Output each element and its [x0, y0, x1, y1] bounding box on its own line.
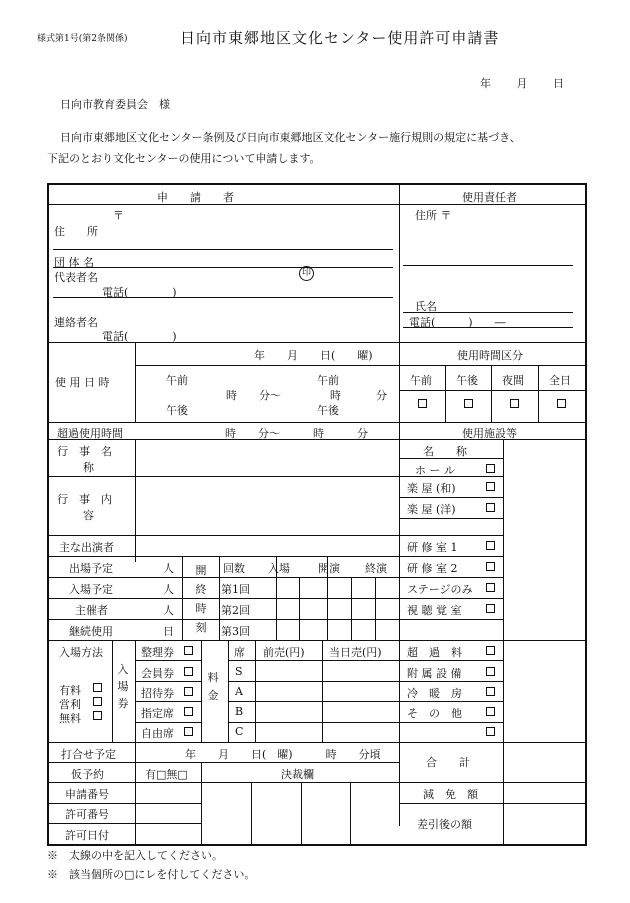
checkbox-training-2[interactable] [486, 562, 495, 571]
col-entry: 入場 [268, 562, 290, 575]
facility-green-room-jp: 楽 屋 (和) [407, 482, 456, 495]
checkbox-hvac[interactable] [486, 687, 495, 696]
time-class-night: 夜間 [502, 374, 524, 387]
performer-label: 主な出演者 [59, 541, 114, 554]
seat-heading: 席 [234, 646, 245, 659]
addressee: 日向市教育委員会 様 [60, 98, 170, 111]
ticket-label: 入場券 [117, 663, 129, 710]
usage-min-to: 分 [376, 389, 387, 402]
usage-time-from: 時 分〜 [226, 389, 281, 402]
phone-label-2: 電話( ) [102, 330, 177, 343]
usage-pm-2: 午後 [317, 404, 339, 417]
unit-person-1: 人 [163, 562, 174, 575]
type-paid: 有料 [59, 684, 81, 697]
checkbox-free[interactable] [93, 711, 102, 720]
ticket-invitation: 招待券 [141, 687, 174, 700]
charge-equipment: 附 属 設 備 [407, 667, 462, 680]
checkbox-equipment[interactable] [486, 667, 495, 676]
event-name-label-1: 行 事 名 [57, 445, 112, 458]
facility-green-room-west: 楽 屋 (洋) [407, 503, 456, 516]
facility-stage-only: ステージのみ [407, 583, 473, 596]
facility-training-2: 研 修 室 2 [407, 562, 458, 575]
permit-no-label: 許可番号 [65, 808, 109, 821]
ticket-free-seat: 自由席 [141, 727, 174, 740]
time-class-heading: 使用時間区分 [457, 349, 523, 362]
unit-person-3: 人 [163, 604, 174, 617]
session-1: 第1回 [221, 583, 250, 596]
checkbox-other[interactable] [486, 707, 495, 716]
continuous-use: 継続使用 [69, 625, 113, 638]
charge-overtime: 超 過 料 [407, 646, 462, 659]
ticket-reserved: 指定席 [141, 707, 174, 720]
checkbox-overtime-charge[interactable] [486, 646, 495, 655]
total-label: 合 計 [426, 756, 470, 769]
seat-a: A [235, 685, 243, 698]
checkbox-av-room[interactable] [486, 604, 495, 613]
event-content-label-1: 行 事 内 [57, 493, 112, 506]
col-count: 回数 [223, 562, 245, 575]
time-class-allday: 全日 [549, 374, 571, 387]
form-number: 様式第1号(第2条関係) [37, 34, 128, 44]
time-class-pm: 午後 [456, 374, 478, 387]
meeting-label: 打合せ予定 [61, 748, 116, 761]
checkbox-training-1[interactable] [486, 541, 495, 550]
type-free: 無料 [59, 712, 81, 725]
responsible-address-label: 住所 〒 [415, 209, 452, 222]
body-text-line1: 日向市東郷地区文化センター条例及び日向市東郷地区文化センター施行規則の規定に基づき、 [60, 131, 521, 144]
application-form [47, 183, 587, 846]
facility-hall: ホ ー ル [415, 464, 455, 477]
fee-label: 料金 [207, 671, 219, 702]
seat-s: S [235, 665, 243, 678]
checkbox-profit[interactable] [93, 697, 102, 706]
checkbox-am[interactable] [418, 399, 427, 408]
checkbox-hall[interactable] [486, 464, 495, 473]
date-field: 年 月 日 [480, 77, 568, 90]
provisional-value: 有□無□ [145, 768, 188, 781]
event-name-label-2: 称 [83, 461, 94, 474]
permit-date-label: 許可日付 [65, 829, 109, 842]
charge-hvac: 冷 暖 房 [407, 687, 462, 700]
visitors-expected: 入場予定 [69, 583, 113, 596]
checkbox-allday[interactable] [557, 399, 566, 408]
session-2: 第2回 [221, 604, 250, 617]
provisional-label: 仮予約 [71, 768, 104, 781]
postal-mark: 〒 [113, 209, 124, 222]
unit-person-2: 人 [163, 583, 174, 596]
session-3: 第3回 [221, 625, 250, 638]
unit-day: 日 [163, 625, 174, 638]
ticket-numbered: 整理券 [141, 646, 174, 659]
checkbox-green-room-jp[interactable] [486, 482, 495, 491]
checkbox-night[interactable] [510, 399, 519, 408]
checkbox-free-seat[interactable] [184, 727, 193, 736]
usage-am-2: 午前 [317, 374, 339, 387]
checkbox-reserved[interactable] [184, 707, 193, 716]
col-end: 終演 [365, 562, 387, 575]
phone-label: 電話( ) [102, 286, 177, 299]
page-title: 日向市東郷地区文化センター使用許可申請書 [180, 29, 500, 47]
time-class-am: 午前 [410, 374, 432, 387]
meeting-value: 年 月 日( 曜) 時 分頃 [185, 748, 381, 761]
usage-datetime-label: 使 用 日 時 [55, 376, 110, 389]
facility-training-1: 研 修 室 1 [407, 541, 458, 554]
checkbox-numbered[interactable] [184, 646, 193, 655]
dayof-price-heading: 当日売(円) [329, 646, 382, 659]
usage-date: 年 月 日( 曜) [254, 349, 373, 362]
checkbox-stage-only[interactable] [486, 583, 495, 592]
group-name-label: 団 体 名 [54, 256, 94, 269]
checkbox-paid[interactable] [93, 683, 102, 692]
responsible-phone-label: 電話( ) ― [409, 316, 506, 329]
usage-pm-1: 午後 [166, 404, 188, 417]
approval-label: 決裁欄 [281, 768, 314, 781]
body-text-line2: 下記のとおり文化センターの使用について申請します。 [47, 152, 321, 165]
representative-label: 代表者名 [54, 271, 98, 284]
checkbox-pm[interactable] [464, 399, 473, 408]
usage-time-to: 時 [330, 389, 341, 402]
checkbox-invitation[interactable] [184, 687, 193, 696]
applicant-heading: 申 請 者 [157, 191, 234, 204]
reduction-label: 減 免 額 [423, 788, 478, 801]
after-reduction-label: 差引後の額 [417, 818, 472, 831]
address-label: 住 所 [54, 225, 98, 238]
application-no-label: 申請番号 [65, 788, 109, 801]
event-content-label-2: 容 [83, 509, 94, 522]
ticket-member: 会員券 [141, 667, 174, 680]
seat-b: B [235, 705, 244, 718]
seat-c: C [235, 725, 244, 738]
responsible-name-label: 氏名 [415, 300, 437, 313]
checkbox-green-room-west[interactable] [486, 503, 495, 512]
note-1: ※ 太線の中を記入してください。 [47, 849, 223, 862]
overtime-label: 超過使用時間 [57, 427, 123, 440]
facility-heading: 使用施設等 [462, 427, 517, 440]
type-profit: 営利 [59, 698, 81, 711]
admission-method: 入場方法 [59, 646, 103, 659]
responsible-heading: 使用責任者 [462, 191, 517, 204]
checkbox-extra[interactable] [486, 727, 495, 736]
note-2: ※ 該当個所の□にレを付してください。 [47, 868, 256, 881]
performers-expected: 出場予定 [69, 562, 113, 575]
usage-am-1: 午前 [166, 374, 188, 387]
organizer-count: 主催者 [75, 604, 108, 617]
facility-av-room: 視 聴 覚 室 [407, 604, 462, 617]
col-start: 開演 [318, 562, 340, 575]
contact-label: 連絡者名 [54, 316, 98, 329]
checkbox-member[interactable] [184, 667, 193, 676]
charge-other: そ の 他 [407, 707, 462, 720]
seal-icon: 印 [299, 266, 314, 281]
start-end-time-label: 開終時刻 [195, 564, 207, 634]
facility-name-heading: 名 称 [423, 445, 467, 458]
advance-price-heading: 前売(円) [263, 646, 305, 659]
overtime-time: 時 分〜 時 分 [225, 427, 368, 440]
